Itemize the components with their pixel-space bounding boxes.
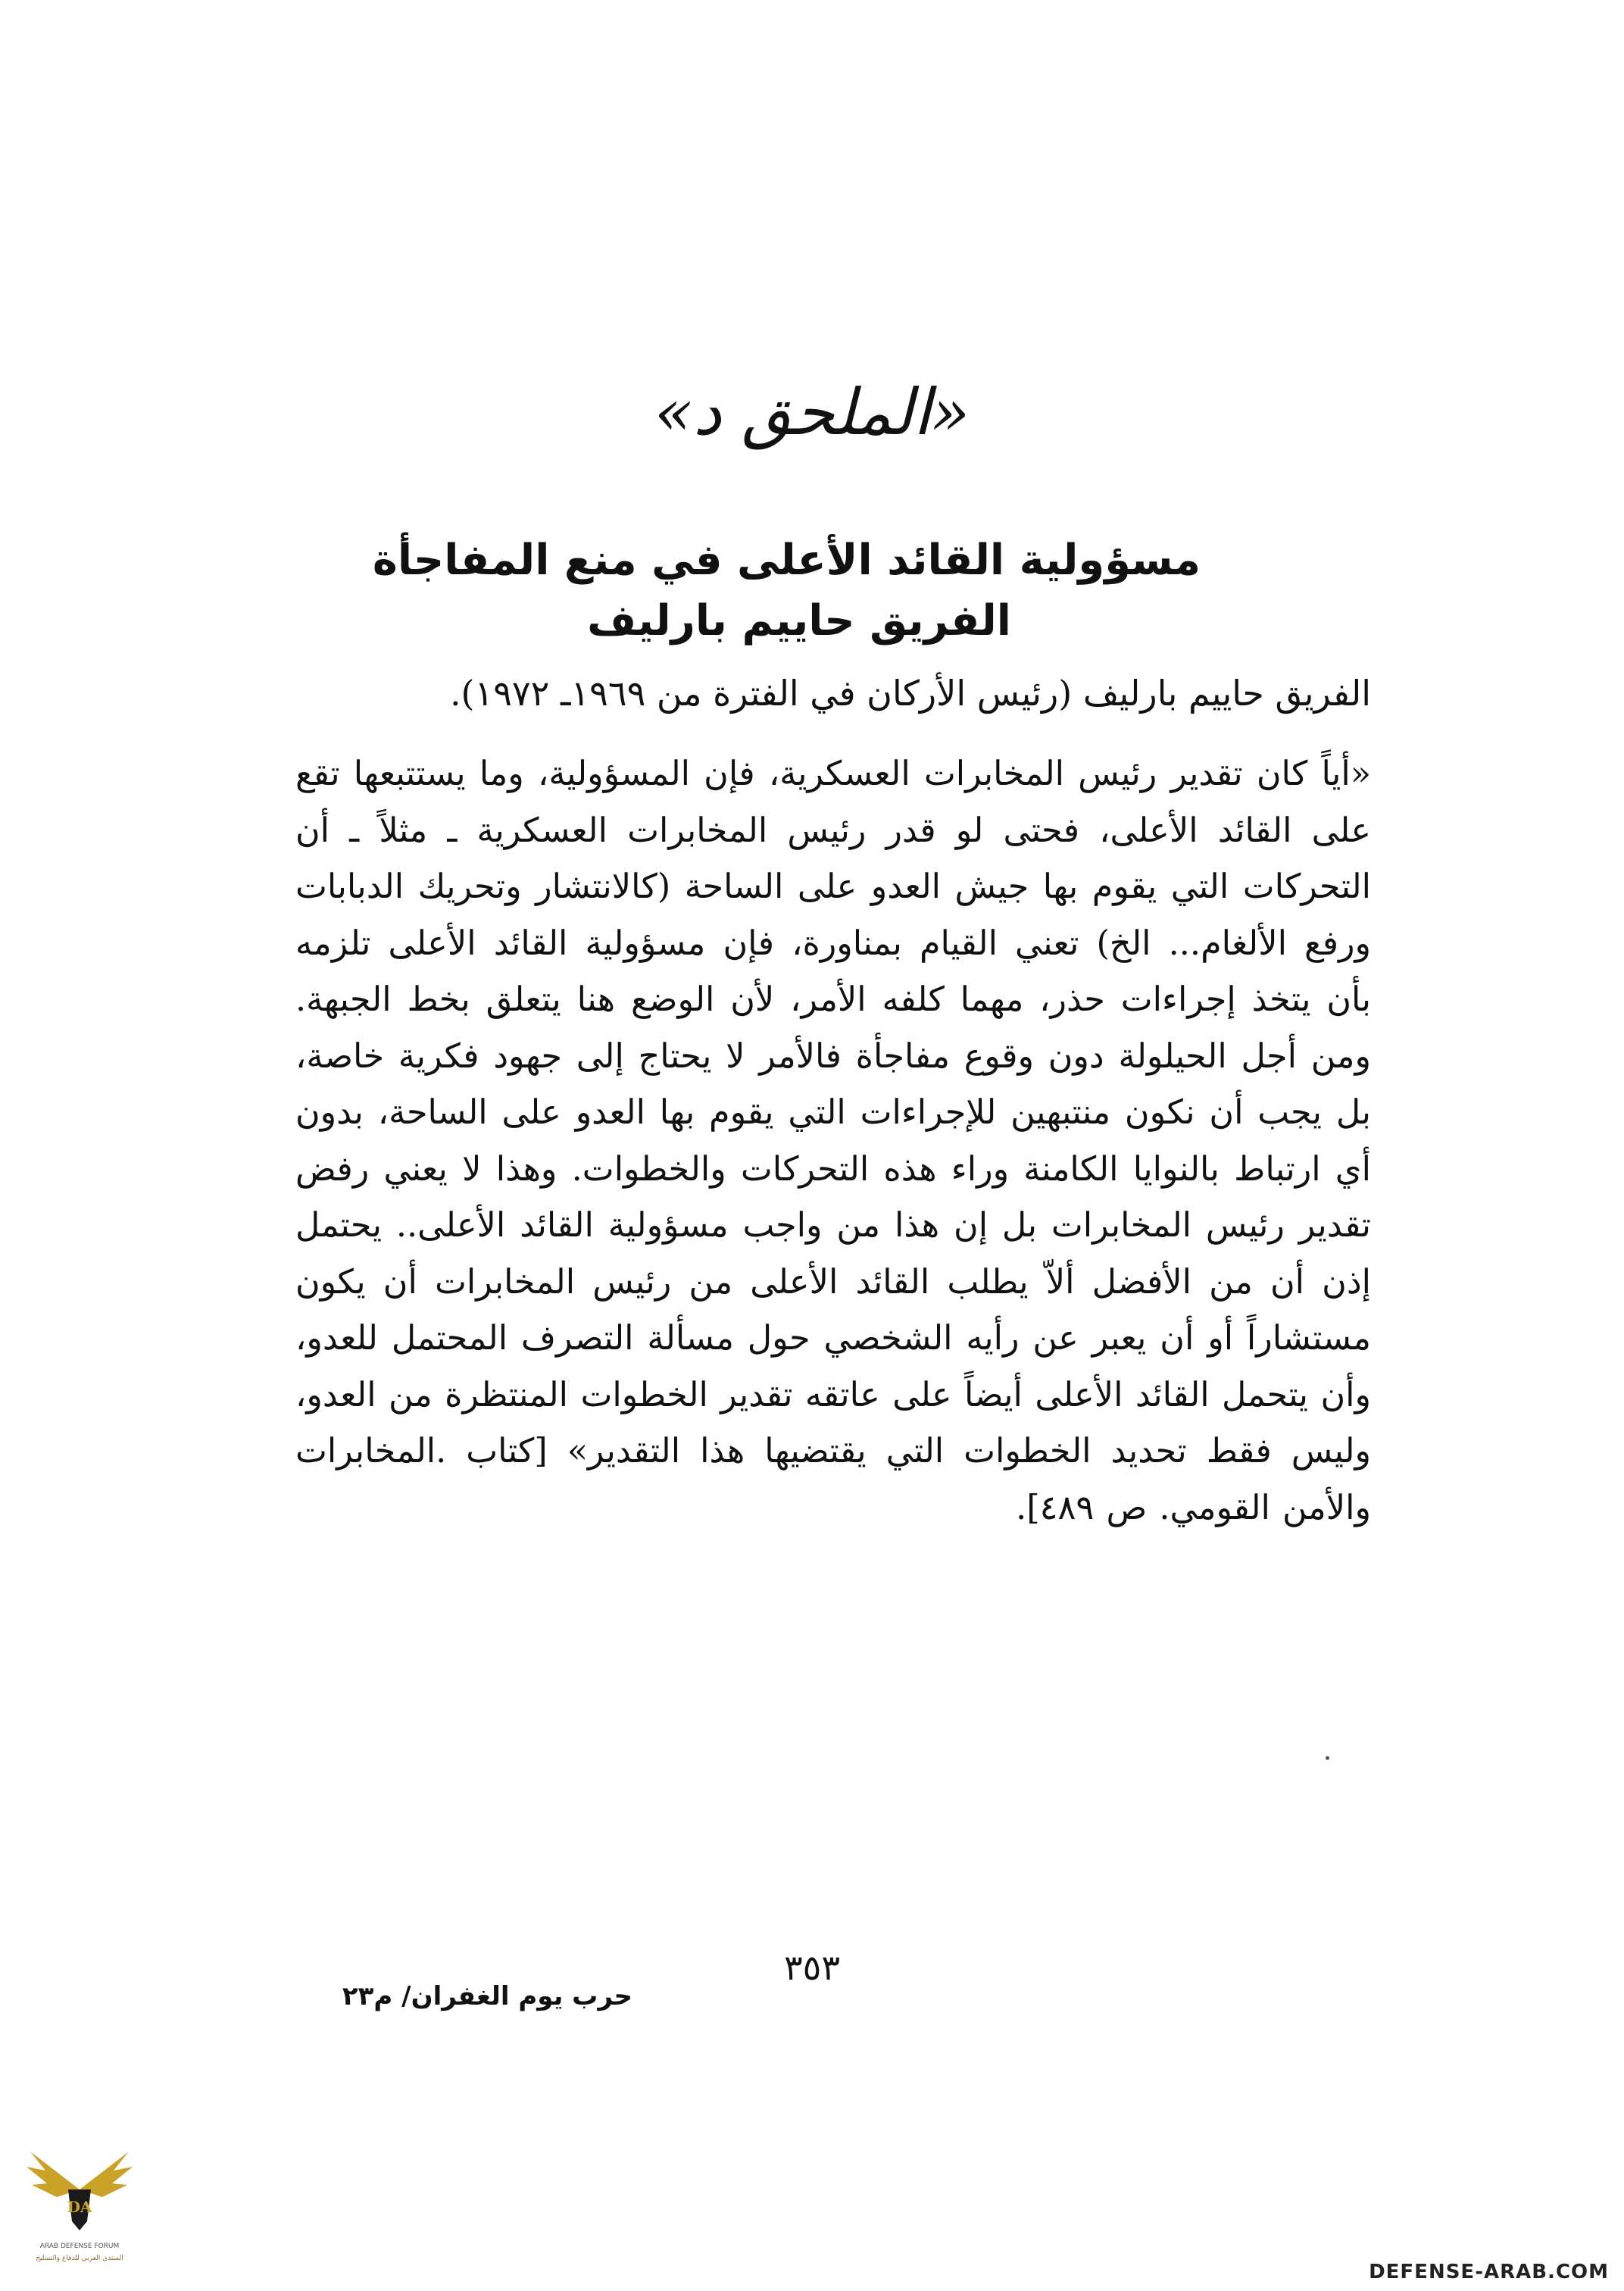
article-title [372,530,1201,652]
article-title-line-1: مسؤولية القائد الأعلى في منع المفاجأة [372,536,1201,585]
author-subtitle: الفريق حاييم بارليف (رئيس الأركان في الفترة من ١٩٦٩ـ ١٩٧٢). [449,673,1371,714]
logo-caption-arabic: المنتدى العربي للدفاع والتسليح [36,2255,123,2262]
appendix-heading: «الملحق د» [654,375,970,449]
logo-letters: DA [67,2198,92,2216]
scan-speck [1326,1756,1329,1760]
eagle-wings-icon [23,2136,136,2243]
page-number: ٣٥٣ [783,1947,841,1988]
article-title-line-2: الفريق حاييم بارليف [587,596,1011,645]
footer-signature-note: حرب يوم الغفران/ م٢٣ [342,1981,632,2011]
arab-defense-forum-logo [23,2136,136,2280]
quoted-body-paragraph: «أياً كان تقدير رئيس المخابرات العسكرية، فإن المسؤولية، وما يستتبعها تقع على القائد الأعلى، فحتى لو قدر رئيس المخابرات العسكرية ـ مثلاً ـ أن التحركات التي يقوم بها جيش العدو على الساحة (كالانتشار وتحريك الدبابات ورفع الألغام... الخ) تعني القيام بمناورة، فإن مسؤولية القائد الأعلى تلزمه بأن يتخذ إجراءات حذر، مهما كلفه الأمر، لأن الوضع هنا يتعلق بخط الجبهة. ومن أجل الحيلولة دون وقوع مفاجأة فالأمر لا يحتاج إلى جهود فكرية خاصة، بل يجب أن نكون منتبهين للإجراءات التي يقوم بها العدو على الساحة، بدون أي ارتباط بالنوايا الكامنة وراء هذه التحركات والخطوات. وهذا لا يعني رفض تقدير رئيس المخابرات بل إن هذا من واجب مسؤولية القائد الأعلى.. يحتمل إذن أن من الأفضل ألاّ يطلب القائد الأعلى من رئيس المخابرات أن يكون مستشاراً أو أن يعبر عن رأيه الشخصي حول مسألة التصرف المحتمل للعدو، وأن يتحمل القائد الأعلى أيضاً على عاتقه تقدير الخطوات المنتظرة من العدو، وليس فقط تحديد الخطوات التي يقتضيها هذا التقدير» [كتاب .المخابرات والأمن القومي. ص ٤٨٩]. [295,755,1371,1527]
site-url-watermark: DEFENSE-ARAB.COM [1369,2261,1609,2283]
logo-caption-english: ARAB DEFENSE FORUM [39,2243,120,2250]
